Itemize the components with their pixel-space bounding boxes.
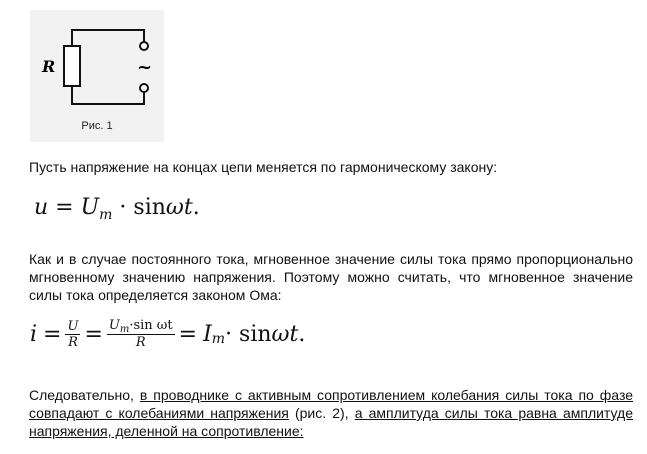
formula-eq: = — [48, 195, 81, 220]
fraction-u-over-r — [65, 319, 80, 350]
formula-current — [30, 318, 305, 350]
formula-I: I — [203, 321, 212, 347]
paragraph-intro: Пусть напряжение на концах цепи меняется по гармоническому закону: — [29, 159, 498, 175]
formula-I-sub: m — [211, 331, 226, 347]
circuit-wire — [72, 30, 144, 104]
fraction-um-sin-over-r — [107, 318, 175, 350]
resistor-label: R — [42, 57, 56, 76]
circuit-diagram — [30, 10, 164, 120]
fraction-num-1: U — [67, 318, 79, 334]
formula-i: i — [30, 321, 38, 347]
ac-source-symbol: ~ — [137, 57, 153, 78]
formula-sin-2: · sin — [225, 321, 272, 347]
formula-end: . — [192, 195, 200, 220]
formula-u: u — [34, 195, 49, 220]
resistor — [64, 46, 80, 86]
conclusion-fig-ref: (рис. 2), — [288, 405, 355, 421]
paragraph-ohm: Как и в случае постоянного тока, мгновенное значение силы тока прямо пропорционально мгновенному значению напряжения. Поэтому можно считать, что мгновенное значение силы тока определяется законом Ома: — [29, 251, 633, 303]
paragraph-conclusion — [29, 386, 633, 440]
circuit-figure — [30, 10, 164, 142]
conclusion-amplitude-statement: а амплитуда силы тока равна амплитуде напряжения, деленной на сопротивление: — [29, 405, 633, 439]
terminal-top — [140, 42, 148, 50]
formula-eq-2: = — [84, 321, 103, 347]
formula-sin: · sin — [112, 195, 166, 220]
formula-voltage — [34, 195, 200, 223]
conclusion-phase-statement: в проводнике с активным сопротивлением колебания силы тока по фазе совпадают с колебаниями напряжения — [29, 387, 633, 421]
fraction-den-1: R — [68, 334, 78, 350]
formula-sub-m: m — [99, 207, 113, 223]
formula-eq-1: = — [43, 321, 62, 347]
fraction-den-2: R — [135, 335, 146, 350]
terminal-bottom — [140, 84, 148, 92]
formula-omega-t-2: ωt — [271, 321, 299, 347]
figure-caption: Рис. 1 — [81, 120, 113, 132]
formula-end-2: . — [298, 321, 306, 347]
formula-eq-3: = — [178, 321, 198, 347]
fraction-num-2: $U_m\cdot\sin$ ωt — [108, 318, 173, 335]
formula-U: U — [80, 195, 100, 220]
formula-omega-t: ωt — [165, 195, 193, 220]
conclusion-lead: Следовательно, — [29, 387, 140, 403]
